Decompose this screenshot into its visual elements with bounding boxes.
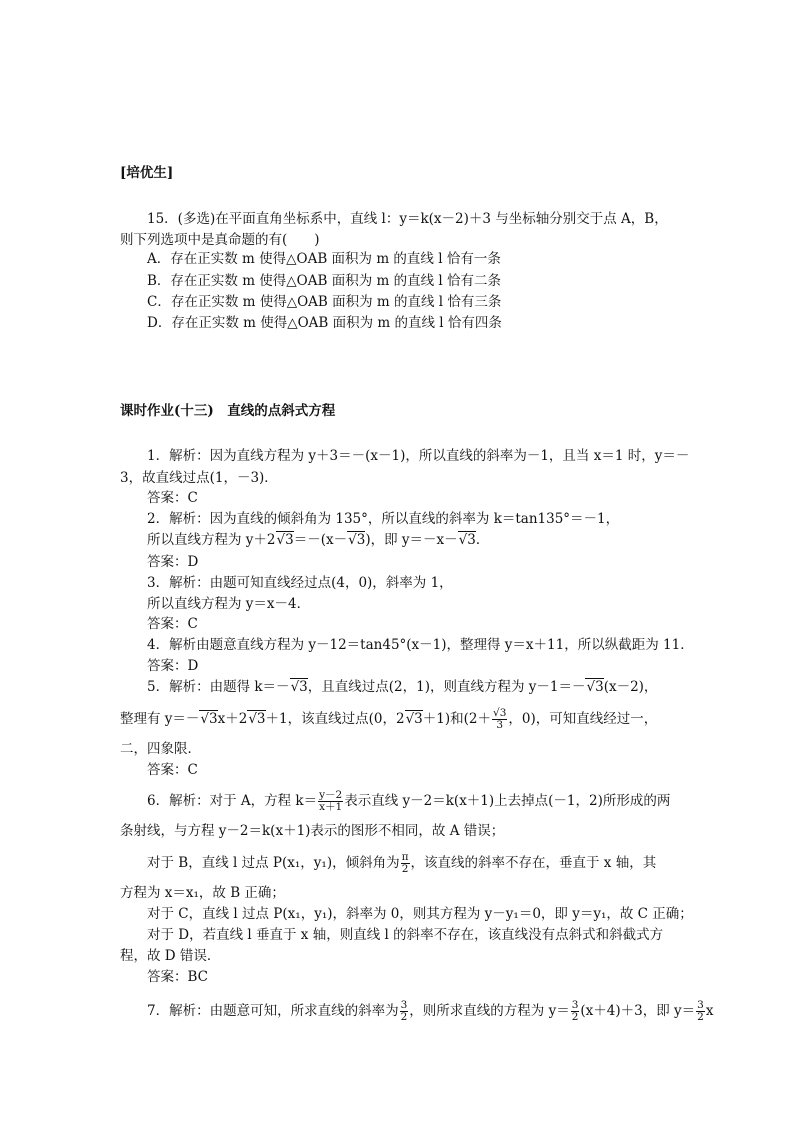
answer-3-line2: 所以直线方程为 y＝x－4． [147, 596, 311, 612]
q15-stem-line1: 15．(多选)在平面直角坐标系中，直线 l：y＝k(x－2)＋3 与坐标轴分别交于点 A，B， [147, 211, 668, 227]
q15-stem-line2: 则下列选项中是真命题的有( ) [120, 232, 320, 248]
q15-option-b: B．存在正实数 m 使得△OAB 面积为 m 的直线 l 恰有二条 [147, 273, 501, 289]
answer-5-line2: 整理有 y＝－√3x＋2√3＋1，该直线过点(0，2√3＋1)和(2＋ $\frac{√3}{3}$ ，0)，可知直线经过一， [120, 707, 658, 731]
fraction-three-halves: $\frac{3}{2}$ [571, 999, 579, 1023]
fraction-three-halves: $\frac{3}{2}$ [697, 999, 704, 1023]
answer-6-line1: 6．解析：对于 A，方程 k＝ $\frac{y-2}{x+1}$ 表示直线 y－2＝k(x＋1)上去掉点(－1，2)所形成的两 [147, 789, 671, 813]
section-heading: [培优生] [120, 165, 174, 181]
q15-option-a: A．存在正实数 m 使得△OAB 面积为 m 的直线 l 恰有一条 [147, 251, 501, 267]
answer-4-line1: 4．解析由题意直线方程为 y－12＝tan45°(x－1)，整理得 y＝x＋11，所以纵截距为 11． [147, 637, 694, 653]
answer-2-line1: 2．解析：因为直线的倾斜角为 135°，所以直线的斜率为 k＝tan135°＝－1， [147, 511, 620, 527]
answer-6-line5: 对于 C，直线 l 过点 P(x₁，y₁)，斜率为 0，则其方程为 y－y₁＝0，即 y＝y₁，故 C 正确； [147, 906, 693, 922]
answer-6-line6: 对于 D，若直线 l 垂直于 x 轴，则直线 l 的斜率不存在，该直线没有点斜式和斜截式方 [147, 927, 664, 943]
sqrt-expression: √3 [458, 532, 476, 548]
answer-1-key: 答案：C [147, 490, 198, 506]
sqrt-expression: √3 [586, 679, 604, 695]
sqrt-expression: √3 [276, 532, 294, 548]
fraction-three-halves: $\frac{3}{2}$ [400, 999, 408, 1023]
fraction-pi-over-2: $\frac{\pi}{2}$ [401, 851, 409, 875]
sqrt-expression: √3 [290, 679, 308, 695]
answer-6-line4: 方程为 x＝x₁，故 B 正确； [120, 885, 285, 901]
answer-5-line1: 5．解析：由题得 k＝－√3，且直线过点(2，1)，则直线方程为 y－1＝－√3(x－2)， [147, 679, 658, 695]
answer-3-line1: 3．解析：由题可知直线经过点(4，0)，斜率为 1， [147, 575, 453, 591]
answer-4-key: 答案：D [147, 658, 199, 674]
fraction-slope: $\frac{y-2}{x+1}$ [319, 789, 343, 813]
answer-7-line1: 7．解析：由题意可知，所求直线的斜率为 $\frac{3}{2}$ ，则所求直线的方程为 y＝ $\frac{3}{2}$ (x＋4)＋3，即 y＝ $\frac{3}{2}$ x [147, 999, 714, 1023]
sqrt-expression: √3 [248, 711, 266, 727]
answer-6-line7: 程，故 D 错误． [120, 948, 221, 964]
fraction-sqrt3-over-3: $\frac{√3}{3}$ [493, 707, 507, 731]
homework-title: 课时作业(十三) 直线的点斜式方程 [120, 403, 336, 419]
answer-6-key: 答案：BC [147, 969, 209, 985]
answer-3-key: 答案：C [147, 616, 198, 632]
sqrt-expression: √3 [348, 532, 366, 548]
answer-1-line2: 3，故直线过点(1，－3)． [120, 470, 278, 486]
answer-6-line3: 对于 B，直线 l 过点 P(x₁，y₁)，倾斜角为 $\frac{\pi}{2}$ ，该直线的斜率不存在，垂直于 x 轴，其 [147, 851, 657, 875]
answer-5-key: 答案：C [147, 762, 198, 778]
q15-option-c: C．存在正实数 m 使得△OAB 面积为 m 的直线 l 恰有三条 [147, 294, 502, 310]
sqrt-expression: √3 [405, 711, 423, 727]
answer-2-line2: 所以直线方程为 y＋2√3＝－(x－√3)，即 y＝－x－√3． [147, 532, 490, 548]
q15-option-d: D．存在正实数 m 使得△OAB 面积为 m 的直线 l 恰有四条 [147, 315, 502, 331]
answer-5-line3: 二，四象限． [120, 741, 201, 757]
answer-2-key: 答案：D [147, 554, 199, 570]
answer-1-line1: 1．解析：因为直线方程为 y＋3＝－(x－1)，所以直线的斜率为－1，且当 x＝1 时，y＝－ [147, 448, 690, 464]
answer-6-line2: 条射线，与方程 y－2＝k(x＋1)表示的图形不相同，故 A 错误； [120, 823, 505, 839]
sqrt-expression: √3 [200, 711, 218, 727]
